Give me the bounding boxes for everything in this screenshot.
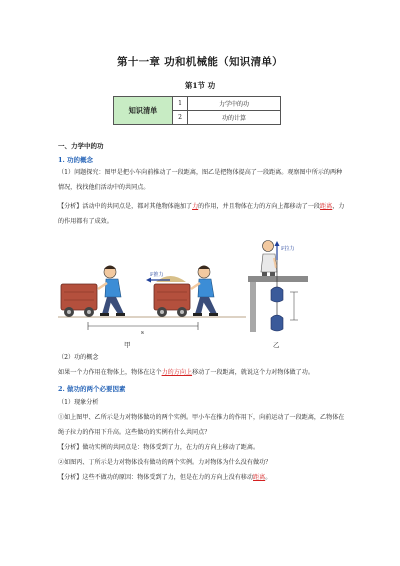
analysis-2: 【分析】做功实例的共同点是：物体受到了力，在力的方向上移动了距离。 [58,444,260,451]
highlight-distance: 距离 [253,474,266,481]
paragraph-example-2: ②如图丙、丁所示是力对物体没有做功的两个实例。力对物体为什么没有做功？ [58,459,272,466]
paragraph-work-concept: （2）功的概念 [58,354,99,361]
definition-text: 移动了一段距离，就说这个力对物体做了功。 [192,369,314,376]
arrow-head-icon [146,278,151,283]
cart-right [154,276,190,317]
force-label-push: F推力 [150,272,164,278]
platform-post [250,282,256,332]
highlight-force: 力 [192,203,199,210]
section-title: 第1节 功 [184,81,216,90]
force-label-pull: F拉力 [281,246,295,252]
highlight-force-direction: 力的方向上 [161,369,193,376]
figure-lifting-object [240,238,320,338]
analysis-text: 【分析】这些不做功的原因：物体受到了力，但是在力的方向上没有移动 [58,474,253,481]
analysis-text: ，力的作用都有了成效。 [58,203,345,225]
paragraph-phenomenon: （1）现象分析 [58,399,99,406]
platform [248,276,308,282]
analysis-text: 【分析】活动中的共同点是，都对其他物体施加了 [58,203,193,210]
paragraph-example-1: ①如上图甲、乙所示是力对物体做功的两个实例。甲小车在推力的作用下，向前运动了一段距离，乙物体在绳子拉力的作用下升高。这些做功的实例有什么共同点？ [58,414,345,436]
table-cell-item: 功的计算 [188,111,281,125]
heading-section-1: 一、力学中的功 [58,142,104,150]
table-cell-num: 1 [173,97,188,111]
definition-text: 如果一个力作用在物体上，物体在这个 [58,369,162,376]
analysis-3 [58,471,346,486]
boy-pushing-right [191,266,218,317]
knowledge-table-header: 知识清单 [114,97,173,125]
heading-work-concept: 1. 功的概念 [58,156,94,164]
heading-two-factors: 2. 做功的两个必要因素 [58,385,126,393]
distance-label: s [141,330,144,336]
figure-pushing-cart [58,252,248,337]
arrow-up-icon [275,241,280,246]
analysis-text: 。 [265,474,272,481]
bag-upper [271,287,283,302]
definition-work [58,366,346,381]
cart-left [61,284,97,317]
caption-yi: 乙 [273,341,280,349]
caption-jia: 甲 [124,341,131,349]
paragraph-problem-inquiry: （1）问题探究：图甲是把小车向前推动了一段距离，图乙是把物体提高了一段距离。观察图中所示的两种情况，找找他们活动中的共同点。 [58,169,343,191]
table-row [114,97,281,111]
table-cell-num: 2 [173,111,188,125]
table-cell-item: 力学中的功 [188,97,281,111]
analysis-1 [58,200,346,229]
analysis-text: 的作用，并且物体在力的方向上都移动了一段 [198,203,321,210]
highlight-distance: 距离 [320,203,333,210]
page-title: 第十一章 功和机械能（知识清单） [117,56,283,68]
bag-lower [271,315,283,331]
knowledge-table [113,96,281,125]
boy-pushing-left [98,266,125,317]
